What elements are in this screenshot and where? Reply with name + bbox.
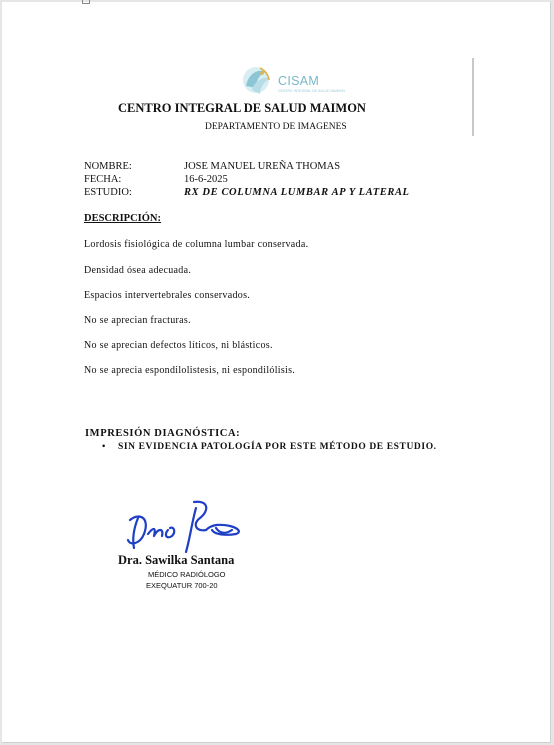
name-label: NOMBRE: xyxy=(84,161,132,172)
impression-heading: IMPRESIÓN DIAGNÓSTICA: xyxy=(85,428,241,439)
description-line: No se aprecian defectos líticos, ni blásticos. xyxy=(84,340,273,351)
report-page xyxy=(2,2,551,743)
bullet-icon: • xyxy=(102,442,106,452)
department-name: DEPARTAMENTO DE IMAGENES xyxy=(205,122,347,132)
date-label: FECHA: xyxy=(84,174,122,185)
handwritten-signature xyxy=(120,498,250,558)
study-label: ESTUDIO: xyxy=(84,187,132,198)
margin-line xyxy=(472,58,474,136)
description-heading: DESCRIPCIÓN: xyxy=(84,213,162,224)
signature-exequatur: EXEQUATUR 700-20 xyxy=(146,581,218,590)
study-value: RX DE COLUMNA LUMBAR AP Y LATERAL xyxy=(184,187,410,198)
impression-text: SIN EVIDENCIA PATOLOGÍA POR ESTE MÉTODO DE ESTUDIO. xyxy=(118,442,437,452)
impression-item xyxy=(102,442,437,452)
description-line: Densidad ósea adecuada. xyxy=(84,265,192,276)
description-line: Espacios intervertebrales conservados. xyxy=(84,290,251,301)
name-value: JOSE MANUEL UREÑA THOMAS xyxy=(184,161,341,172)
logo-text: CISAM xyxy=(278,74,320,88)
description-line: No se aprecia espondilolistesis, ni espondilólisis. xyxy=(84,365,296,376)
page-corner-mark xyxy=(82,0,90,4)
signature-name: Dra. Sawilka Santana xyxy=(118,553,235,567)
description-line: No se aprecian fracturas. xyxy=(84,315,191,326)
signature-title: MÉDICO RADIÓLOGO xyxy=(148,570,226,579)
institution-name: CENTRO INTEGRAL DE SALUD MAIMON xyxy=(118,101,366,115)
description-line: Lordosis fisiológica de columna lumbar conservada. xyxy=(84,239,309,250)
logo-subtext: CENTRO INTEGRAL DE SALUD MAIMON xyxy=(278,89,345,93)
date-value: 16-6-2025 xyxy=(184,174,228,185)
